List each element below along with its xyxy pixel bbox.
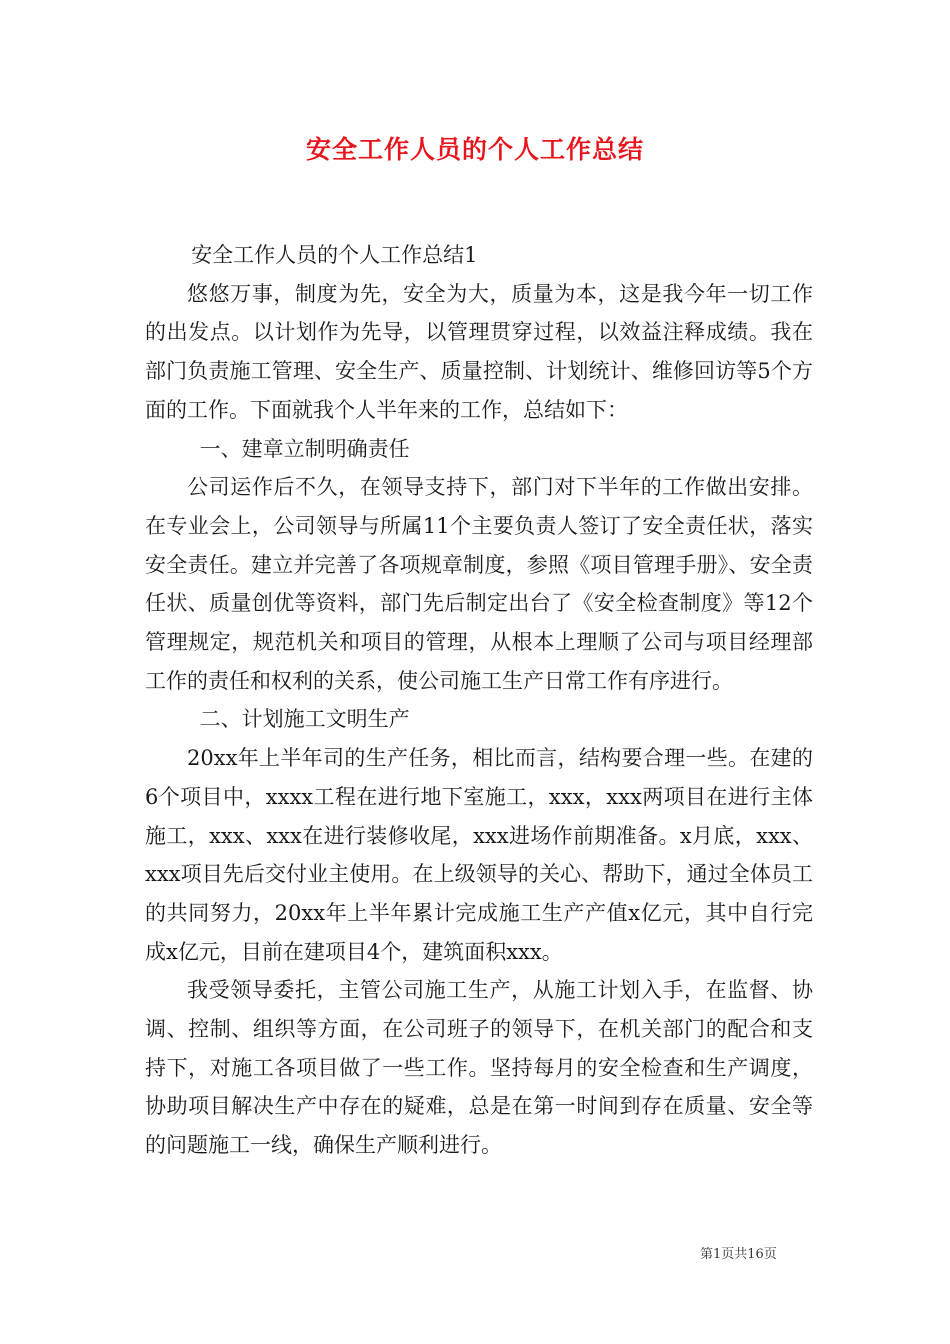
document-title: 安全工作人员的个人工作总结 <box>305 135 644 164</box>
paragraph-intro: 悠悠万事，制度为先，安全为大，质量为本，这是我今年一切工作的出发点。以计划作为先导，以管理贯穿过程，以效益注释成绩。我在部门负责施工管理、安全生产、质量控制、计划统计、维修回访等5个方面的工作。下面就我个人半年来的工作，总结如下： <box>145 281 813 422</box>
document-subtitle: 安全工作人员的个人工作总结1 <box>191 243 478 267</box>
document-body <box>145 236 813 1165</box>
section-heading-2: 二、计划施工文明生产 <box>199 707 410 732</box>
paragraph-production: 20xx年上半年司的生产任务，相比而言，结构要合理一些。在建的6个项目中，xxxx工程在进行地下室施工，xxx，xxx两项目在进行主体施工，xxx、xxx在进行装修收尾，xxx进场作前期准备。x月底，xxx、xxx项目先后交付业主使用。在上级领导的关心、帮助下，通过全体员工的共同努力，20xx年上半年累计完成施工生产产值x亿元，其中自行完成x亿元，目前在建项目4个，建筑面积xxx。 <box>145 746 813 964</box>
page-number: 第1页共16页 <box>700 1247 777 1262</box>
paragraph-responsibility: 公司运作后不久，在领导支持下，部门对下半年的工作做出安排。在专业会上，公司领导与所属11个主要负责人签订了安全责任状，落实安全责任。建立并完善了各项规章制度，参照《项目管理手册》、安全责任状、质量创优等资料，部门先后制定出台了《安全检查制度》等12个管理规定，规范机关和项目的管理，从根本上理顺了公司与项目经理部工作的责任和权利的关系，使公司施工生产日常工作有序进行。 <box>145 475 813 693</box>
paragraph-management: 我受领导委托，主管公司施工生产，从施工计划入手，在监督、协调、控制、组织等方面，在公司班子的领导下，在机关部门的配合和支持下，对施工各项目做了一些工作。坚持每月的安全检查和生产调度，协助项目解决生产中存在的疑难，总是在第一时间到存在质量、安全等的问题施工一线，确保生产顺利进行。 <box>145 978 813 1158</box>
section-heading-1: 一、建章立制明确责任 <box>199 436 410 461</box>
